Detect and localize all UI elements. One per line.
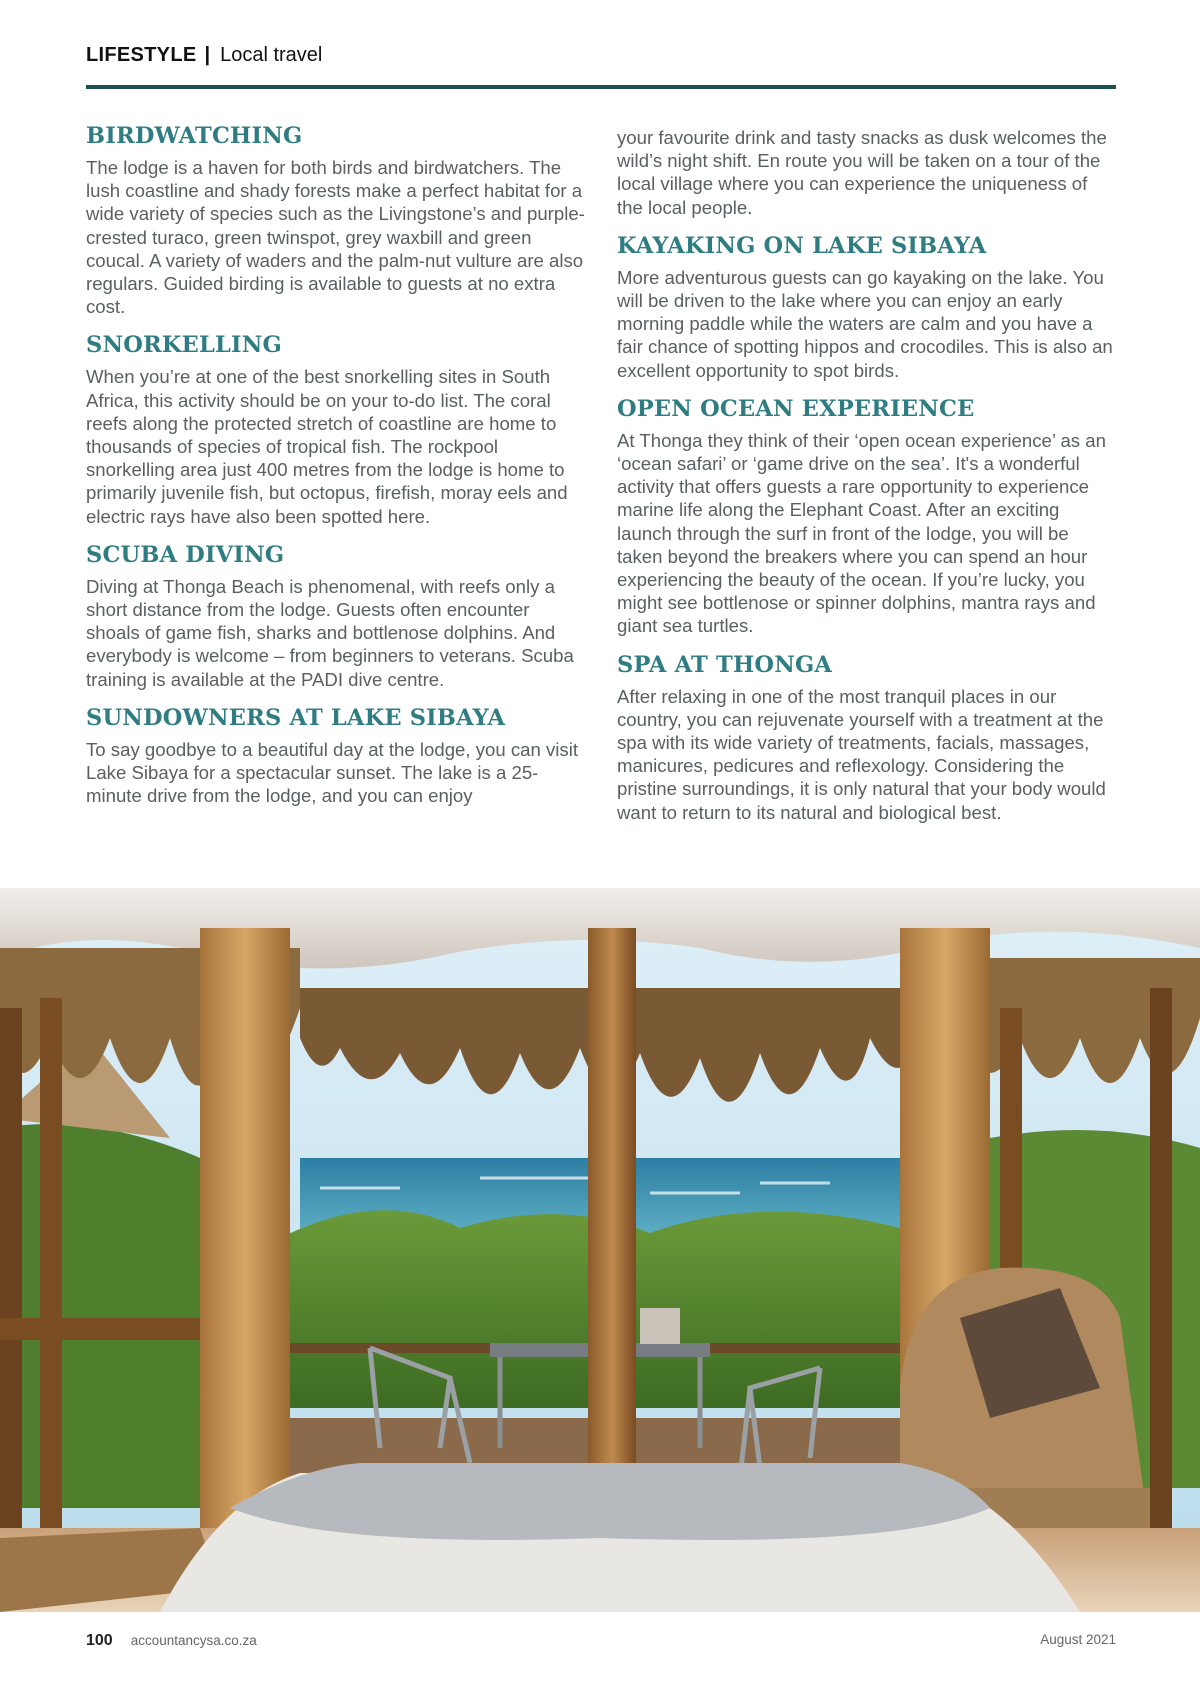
- heading-scuba-diving: SCUBA DIVING: [86, 541, 285, 568]
- lodge-bedroom-photo: [0, 888, 1200, 1612]
- article-body: [86, 122, 1116, 862]
- section-label: LIFESTYLE: [86, 44, 197, 66]
- heading-sundowners: SUNDOWNERS AT LAKE SIBAYA: [86, 704, 506, 731]
- paragraph-sundowners: To say goodbye to a beautiful day at the lodge, you can visit Lake Sibaya for a spectacular sunset. The lake is a 25-minute drive from the lodge, and you can enjoy: [86, 738, 579, 807]
- running-header: [86, 44, 1116, 70]
- heading-kayaking: KAYAKING ON LAKE SIBAYA: [617, 232, 987, 259]
- left-column: [86, 122, 586, 820]
- page-number: 100: [86, 1632, 113, 1649]
- paragraph-spa: After relaxing in one of the most tranquil places in our country, you can rejuvenate yourself with a treatment at the spa with its wide variety of treatments, facials, massages, manicures, pedicures and reflexology. Considering the pristine surroundings, it is only natural that your body would want to return to its natural and biological best.: [617, 685, 1106, 823]
- paragraph-kayaking: More adventurous guests can go kayaking on the lake. You will be driven to the lake where you can enjoy an early morning paddle while the waters are calm and you have a fair chance of spotting hippos and crocodiles. This is also an excellent opportunity to spot birds.: [617, 266, 1113, 381]
- header-separator: |: [204, 44, 211, 66]
- page-footer: [86, 1632, 1116, 1656]
- heading-snorkelling: SNORKELLING: [86, 332, 282, 359]
- issue-date: August 2021: [1040, 1632, 1116, 1647]
- heading-open-ocean: OPEN OCEAN EXPERIENCE: [617, 395, 975, 422]
- right-column: [617, 126, 1117, 837]
- paragraph-snorkelling: When you’re at one of the best snorkelling sites in South Africa, this activity should be on your to-do list. The coral reefs along the protected stretch of coastline are home to thousands of species of tropical fish. The rockpool snorkelling area just 400 metres from the lodge is home to primarily juvenile fish, but octopus, firefish, moray eels and electric rays have also been spotted here.: [86, 366, 568, 527]
- header-rule: [86, 85, 1116, 89]
- paragraph-birdwatching: The lodge is a haven for both birds and birdwatchers. The lush coastline and shady forests make a perfect habitat for a wide variety of species such as the Livingstone’s and purple-crested turaco, green twinspot, grey waxbill and green coucal. A variety of waders and the palm-nut vulture are also regulars. Guided birding is available to guests at no extra cost.: [86, 157, 585, 318]
- paragraph-open-ocean: At Thonga they think of their ‘open ocean experience’ as an ‘ocean safari’ or ‘game drive on the sea’. It's a wonderful activity that offers guests a rare opportunity to experience marine life along the Elephant Coast. After an exciting launch through the surf in front of the lodge, you will be taken beyond the breakers where you can spend an hour experiencing the beauty of the ocean. If you’re lucky, you might see bottlenose or spinner dolphins, mantra rays and giant sea turtles.: [617, 429, 1106, 637]
- paragraph-sundowners-continued: your favourite drink and tasty snacks as dusk welcomes the wild’s night shift. En route you will be taken on a tour of the local village where you can experience the uniqueness of the local people.: [617, 127, 1107, 218]
- heading-birdwatching: BIRDWATCHING: [86, 123, 303, 149]
- heading-spa: SPA AT THONGA: [617, 651, 833, 678]
- subsection-label: Local travel: [220, 44, 323, 66]
- website: accountancysa.co.za: [130, 1633, 257, 1648]
- paragraph-scuba-diving: Diving at Thonga Beach is phenomenal, with reefs only a short distance from the lodge. Guests often encounter shoals of game fish, sharks and bottlenose dolphins. And everybody is welcome – from beginners to veterans. Scuba training is available at the PADI dive centre.: [86, 575, 574, 690]
